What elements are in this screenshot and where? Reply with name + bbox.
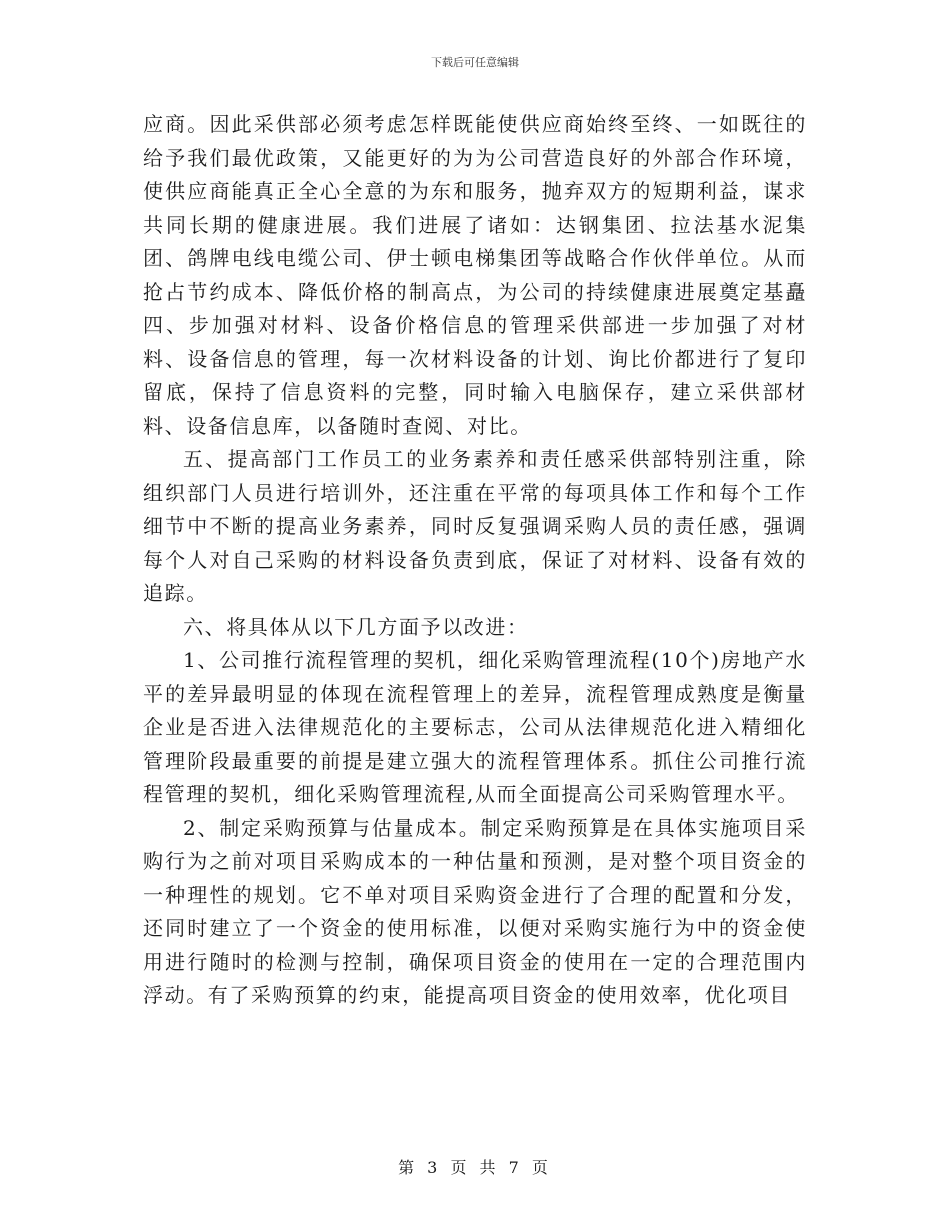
paragraph-process-management: 1、公司推行流程管理的契机，细化采购管理流程(10个)房地产水平的差异最明显的体现在流程管理上的差异，流程管理成熟度是衡量企业是否进入法律规范化的主要标志，公司从法律规范化进入精细化管理阶段最重要的前提是建立强大的流程管理体系。抓住公司推行流程管理的契机，细化采购管理流程,从而全面提高公司采购管理水平。 bbox=[143, 648, 807, 806]
paragraph-supplier-strategy: 应商。因此采供部必须考虑怎样既能使供应商始终至终、一如既往的给予我们最优政策，又能更好的为为公司营造良好的外部合作环境，使供应商能真正全心全意的为东和服务，抛弃双方的短期利益，谋求共同长期的健康进展。我们进展了诸如：达钢集团、拉法基水泥集团、鸽牌电线电缆公司、伊士顿电梯集团等战略合作伙伴单位。从而抢占节约成本、降低价格的制高点，为公司的持续健康进展奠定基矗四、步加强对材料、设备价格信息的管理采供部进一步加强了对材料、设备信息的管理，每一次材料设备的计划、询比价都进行了复印留底，保持了信息资料的完整，同时输入电脑保存，建立采供部材料、设备信息库，以备随时查阅、对比。 bbox=[143, 112, 807, 438]
document-body bbox=[143, 108, 807, 1013]
paragraph-procurement-budget: 2、制定采购预算与估量成本。制定采购预算是在具体实施项目采购行为之前对项目采购成本的一种估量和预测，是对整个项目资金的一种理性的规划。它不单对项目采购资金进行了合理的配置和分发，还同时建立了一个资金的使用标准，以便对采购实施行为中的资金使用进行随时的检测与控制，确保项目资金的使用在一定的合理范围内浮动。有了采购预算的约束，能提高项目资金的使用效率，优化项目 bbox=[143, 815, 807, 1007]
paragraph-staff-training: 五、提高部门工作员工的业务素养和责任感采供部特别注重，除组织部门人员进行培训外，还注重在平常的每项具体工作和每个工作细节中不断的提高业务素养，同时反复强调采购人员的责任感，强调每个人对自己采购的材料设备负责到底，保证了对材料、设备有效的追踪。 bbox=[143, 447, 807, 605]
page-number-footer: 第 3 页 共 7 页 bbox=[398, 1158, 552, 1177]
paragraph-improvement-heading: 六、将具体从以下几方面予以改进： bbox=[183, 614, 529, 639]
page-header-note: 下载后可任意编辑 bbox=[431, 56, 519, 69]
